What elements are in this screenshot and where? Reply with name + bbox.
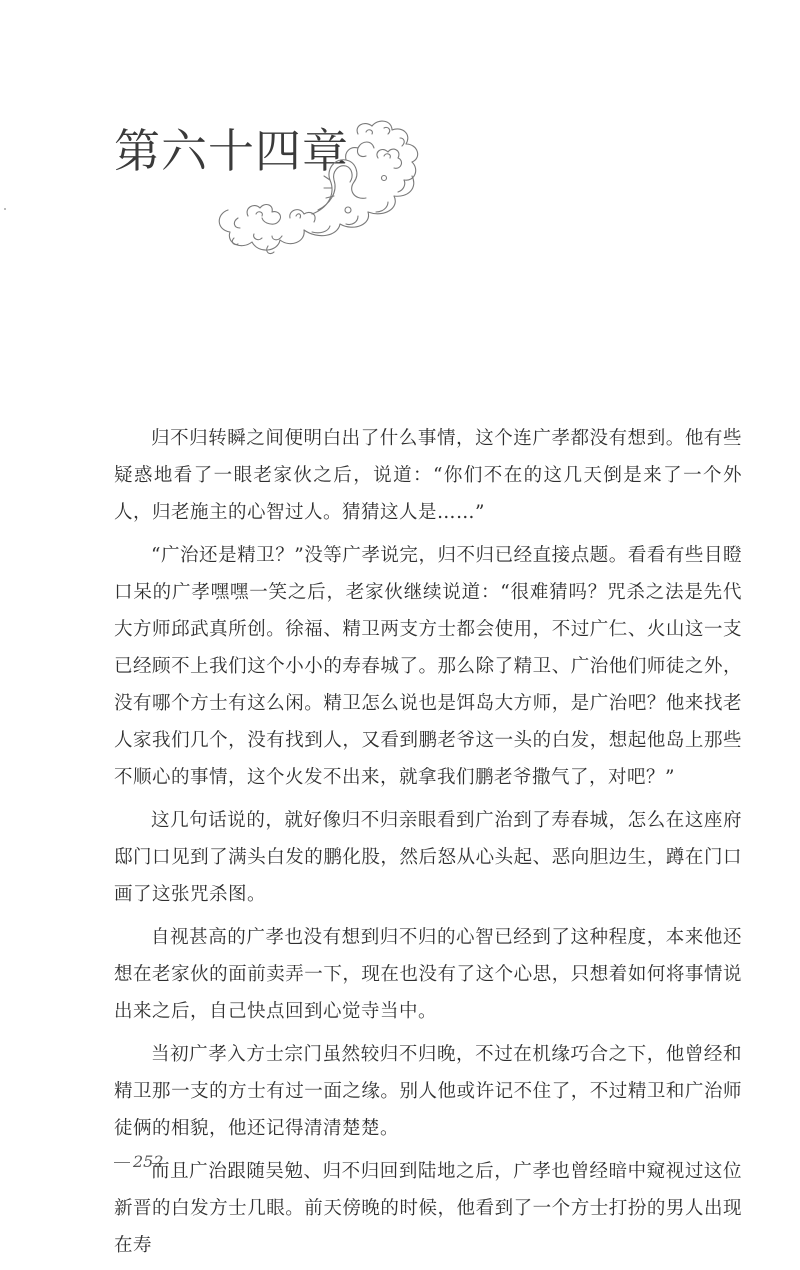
paragraph: 自视甚高的广孝也没有想到归不归的心智已经到了这种程度，本来他还想在老家伙的面前卖弄一下，现在也没有了这个心思，只想着如何将事情说出来之后，自己快点回到心觉寺当中。 bbox=[114, 927, 742, 1022]
paragraph: 归不归转瞬之间便明白出了什么事情，这个连广孝都没有想到。他有些疑惑地看了一眼老家伙之后，说道：“你们不在的这几天倒是来了一个外人，归老施主的心智过人。猜猜这人是……” bbox=[114, 428, 742, 523]
page-number bbox=[114, 1152, 164, 1171]
body-text bbox=[114, 420, 742, 1270]
paragraph: “广治还是精卫？”没等广孝说完，归不归已经直接点题。看看有些目瞪口呆的广孝嘿嘿一笑之后，老家伙继续说道：“很难猜吗？咒杀之法是先代大方师邱武真所创。徐福、精卫两支方士都会使用，不过广仁、火山这一支已经顾不上我们这个小小的寿春城了。那么除了精卫、广治他们师徒之外，没有哪个方士有这么闲。精卫怎么说也是饵岛大方师，是广治吧？他来找老人家我们几个，没有找到人，又看到鹏老爷这一头的白发，想起他岛上那些不顺心的事情，这个火发不出来，就拿我们鹏老爷撒气了，对吧？” bbox=[114, 545, 742, 788]
paragraph: 而且广治跟随吴勉、归不归回到陆地之后，广孝也曾经暗中窥视过这位新晋的白发方士几眼。前天傍晚的时候，他看到了一个方士打扮的男人出现在寿 bbox=[114, 1161, 742, 1256]
page-number-dash bbox=[114, 1162, 130, 1163]
scan-speck bbox=[4, 208, 6, 210]
paragraph: 当初广孝入方士宗门虽然较归不归晚，不过在机缘巧合之下，他曾经和精卫那一支的方士有过一面之缘。别人他或许记不住了，不过精卫和广治师徒俩的相貌，他还记得清清楚楚。 bbox=[114, 1044, 742, 1139]
paragraph: 这几句话说的，就好像归不归亲眼看到广治到了寿春城，怎么在这座府邸门口见到了满头白发的鹏化股，然后怒从心头起、恶向胆边生，蹲在门口画了这张咒杀图。 bbox=[114, 810, 742, 905]
cloud-dragon-ornament-icon bbox=[208, 118, 468, 278]
page-number-value: 252 bbox=[133, 1152, 164, 1171]
chapter-title: 第六十四章 bbox=[114, 124, 349, 178]
